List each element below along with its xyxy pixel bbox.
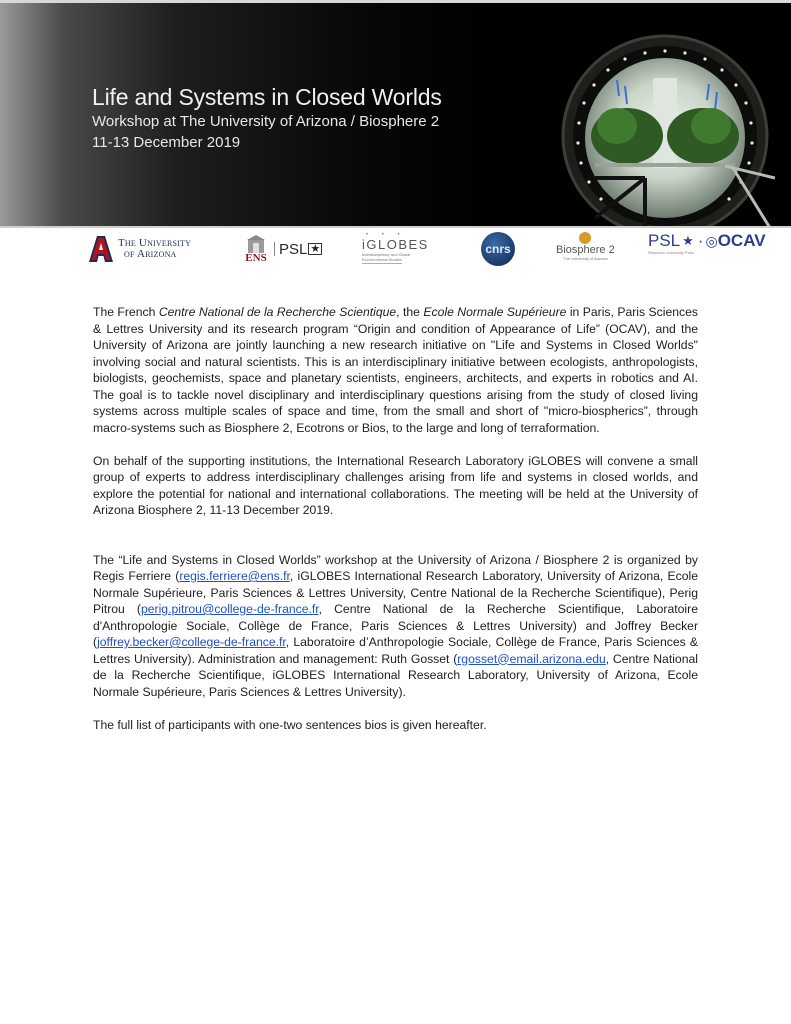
ens-name-italic: Ecole Normale Supérieure bbox=[423, 305, 567, 319]
organizers-paragraph bbox=[93, 552, 698, 701]
banner-top-edge bbox=[0, 0, 791, 3]
ua-line2: of Arizona bbox=[124, 248, 177, 260]
ua-line1: The University bbox=[118, 237, 192, 249]
psl-label: PSL bbox=[279, 240, 308, 258]
banner-date: 11-13 December 2019 bbox=[92, 134, 241, 151]
cnrs-label: cnrs bbox=[485, 242, 511, 256]
ens-label: ENS bbox=[245, 251, 267, 264]
star-icon: ★ bbox=[310, 243, 321, 255]
iglobes-title: iGLOBES bbox=[362, 237, 429, 252]
email-link-joffrey-becker[interactable]: joffrey.becker@college-de-france.fr bbox=[97, 635, 286, 649]
cnrs-circle bbox=[481, 232, 515, 266]
document-body bbox=[93, 304, 698, 733]
biosphere2-logo bbox=[556, 232, 615, 266]
ocav-label: OCAV bbox=[717, 231, 766, 250]
email-link-regis-ferriere[interactable]: regis.ferriere@ens.fr bbox=[179, 569, 290, 583]
cnrs-name-italic: Centre National de la Recherche Scientique bbox=[158, 305, 397, 319]
text: , Laboratoire d’Anthropologie Sociale, Collège de France, Paris Sciences & Lettres University). Administration and management: Ruth Gosset ( bbox=[93, 635, 698, 666]
biosphere-globe-icon bbox=[579, 232, 591, 244]
iglobes-sub2: Environmental Studies bbox=[362, 257, 403, 262]
biosphere-porthole-photo bbox=[555, 18, 775, 228]
participants-note: The full list of participants with one-two sentences bios is given hereafter. bbox=[93, 717, 487, 732]
banner-title: Life and Systems in Closed Worlds bbox=[92, 84, 442, 110]
convening-paragraph: On behalf of the supporting institutions, the International Research Laboratory iGLOBES will convene a small group of experts to address interdisciplinary challenges arising from life and systems in closed worlds, and explore the potential for national and international collaborations. The meeting will be held at the University of Arizona Biosphere 2, 11-13 December 2019. bbox=[93, 453, 698, 517]
psl-ocav-wordmark bbox=[648, 232, 766, 250]
dots-icon: • • • bbox=[366, 232, 406, 238]
text: The French bbox=[93, 305, 159, 319]
text: , Centre National de la Recherche Scientifique, iGLOBES International Research Laboratory, University of Arizona, Ecole Normale Supérieure, Paris Sciences & Lettres University). bbox=[93, 651, 698, 699]
ens-building-icon bbox=[242, 235, 270, 264]
cnrs-logo bbox=[481, 232, 515, 266]
dot-separator: · bbox=[697, 231, 704, 250]
banner-subtitle: Workshop at The University of Arizona / Biosphere 2 bbox=[92, 113, 440, 130]
iglobes-sub1: Interdisciplinary and Global bbox=[362, 252, 411, 257]
psl-ocav-sub: Research University Paris bbox=[648, 250, 695, 255]
biosphere2-title: Biosphere 2 bbox=[556, 244, 615, 256]
ens-psl-logo bbox=[242, 232, 322, 266]
star-icon: ★ bbox=[682, 233, 694, 248]
email-link-ruth-gosset[interactable]: rgosset@email.arizona.edu bbox=[457, 651, 606, 666]
text: in Paris, Paris Sciences & Lettres University and its research program “Origin and condition of Appearance of Life” (OCAV), and the University of Arizona are jointly launching a new research initiative on "Life and Systems in Closed Worlds" involving social and natural scientists. This is an interdisciplinary initiative between ecologists, anthropologists, biologists, geochemists, space and planetary scientists, engineers, architects, and experts in robotics and AI. The goal is to tackle novel disciplinary and interdisciplinary questions arising from the study of closed living systems across multiple scales of space and time, from the small and short of "micro-biospherics”, through macro-systems such as Biosphere 2, Ecotrons or Bios, to the large and long of terraformation. bbox=[93, 305, 698, 435]
psl-ocav-psl: PSL bbox=[648, 231, 681, 250]
ua-wordmark bbox=[118, 238, 191, 260]
email-link-perig-pitrou[interactable]: perig.pitrou@college-de-france.fr bbox=[140, 602, 319, 616]
logo-separator bbox=[274, 242, 275, 256]
text: , the bbox=[396, 305, 424, 319]
intro-paragraph bbox=[93, 304, 698, 436]
text: The “Life and Systems in Closed Worlds” workshop at the University of Arizona / Biosphere 2 is organized by Regis Ferriere ( bbox=[93, 552, 698, 583]
text: , Centre National de la Recherche Scientifique, Laboratoire d'Anthropologie Sociale, Collège de France, Paris Sciences & Lettres University) and Joffrey Becker ( bbox=[93, 602, 698, 649]
arizona-a-icon bbox=[88, 235, 114, 263]
header-banner bbox=[0, 0, 791, 228]
iglobes-logo bbox=[362, 232, 429, 266]
psl-ocav-logo bbox=[648, 232, 766, 266]
biosphere2-sub: The University of Arizona bbox=[563, 256, 608, 261]
ocav-mark-icon: ◎ bbox=[705, 233, 718, 249]
text: , iGLOBES International Research Laboratory, University of Arizona, Ecole Normale Supérieure, Paris Sciences & Lettres University, Centre National de la Recherche Scientifique), Perig Pitrou ( bbox=[93, 569, 698, 616]
partner-logos-row bbox=[0, 228, 791, 270]
university-of-arizona-logo bbox=[88, 232, 191, 266]
